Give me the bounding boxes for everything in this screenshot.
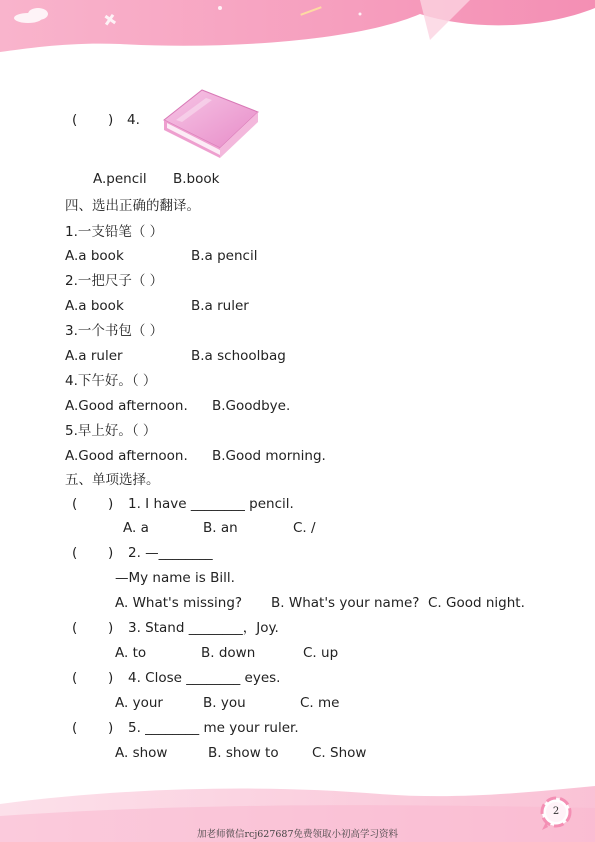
answer-paren-close: ) — [108, 112, 114, 128]
s5-q4-option-b: B. you — [203, 695, 246, 711]
top-decorative-band — [0, 0, 595, 58]
answer-paren-close: ) — [108, 545, 114, 561]
s4-q1: 1.一支铅笔（ ） — [65, 224, 164, 240]
s4-q4-option-b: B.Goodbye. — [212, 398, 291, 414]
section4-heading: 四、选出正确的翻译。 — [65, 198, 200, 214]
s4-q3-option-a: A.a ruler — [65, 348, 123, 364]
s5-q3: 3. Stand ________，Joy. — [128, 620, 279, 636]
answer-paren-close: ) — [108, 720, 114, 736]
answer-paren-close: ) — [108, 496, 114, 512]
answer-paren-close: ) — [108, 620, 114, 636]
picture-option-b: B.book — [173, 171, 220, 187]
s5-q4: 4. Close ________ eyes. — [128, 670, 281, 686]
answer-paren-open: ( — [72, 720, 78, 736]
s5-q3-option-c: C. up — [303, 645, 339, 661]
s4-q5-option-b: B.Good morning. — [212, 448, 326, 464]
answer-paren-open: ( — [72, 620, 78, 636]
s5-q3-option-b: B. down — [201, 645, 256, 661]
s5-q3-option-a: A. to — [115, 645, 147, 661]
picture-question-number: 4. — [127, 112, 140, 128]
s4-q4: 4.下午好。（ ） — [65, 373, 157, 389]
s5-q2-reply: —My name is Bill. — [115, 570, 235, 586]
s5-q5: 5. ________ me your ruler. — [128, 720, 299, 736]
s4-q3: 3.一个书包（ ） — [65, 323, 164, 339]
s4-q2: 2.一把尺子（ ） — [65, 273, 164, 289]
s5-q4-option-c: C. me — [300, 695, 340, 711]
s4-q3-option-b: B.a schoolbag — [191, 348, 286, 364]
s4-q2-option-a: A.a book — [65, 298, 124, 314]
s5-q1-option-a: A. a — [123, 520, 149, 536]
s5-q5-option-a: A. show — [115, 745, 168, 761]
s5-q2-option-a: A. What's missing? — [115, 595, 243, 611]
s5-q2-option-c: C. Good night. — [428, 595, 525, 611]
answer-paren-open: ( — [72, 545, 78, 561]
s4-q5: 5.早上好。（ ） — [65, 423, 157, 439]
s5-q2-option-b: B. What's your name? — [271, 595, 420, 611]
s5-q5-option-c: C. Show — [312, 745, 367, 761]
book-picture — [158, 86, 260, 162]
s5-q1-option-c: C. / — [293, 520, 316, 536]
section5-heading: 五、单项选择。 — [65, 472, 160, 488]
s5-q1-option-b: B. an — [203, 520, 238, 536]
picture-option-a: A.pencil — [93, 171, 147, 187]
s5-q5-option-b: B. show to — [208, 745, 279, 761]
s4-q4-option-a: A.Good afternoon. — [65, 398, 188, 414]
s5-q2: 2. —________ — [128, 545, 213, 561]
s4-q1-option-a: A.a book — [65, 248, 124, 264]
s4-q1-option-b: B.a pencil — [191, 248, 258, 264]
footer-note: 加老师微信rcj627687免费领取小初高学习资料 — [196, 829, 399, 840]
s5-q1: 1. I have ________ pencil. — [128, 496, 294, 512]
answer-paren-open: ( — [72, 496, 78, 512]
s4-q2-option-b: B.a ruler — [191, 298, 249, 314]
answer-paren-open: ( — [72, 112, 78, 128]
s4-q5-option-a: A.Good afternoon. — [65, 448, 188, 464]
s5-q4-option-a: A. your — [115, 695, 163, 711]
answer-paren-close: ) — [108, 670, 114, 686]
page-number: 2 — [552, 806, 560, 817]
answer-paren-open: ( — [72, 670, 78, 686]
